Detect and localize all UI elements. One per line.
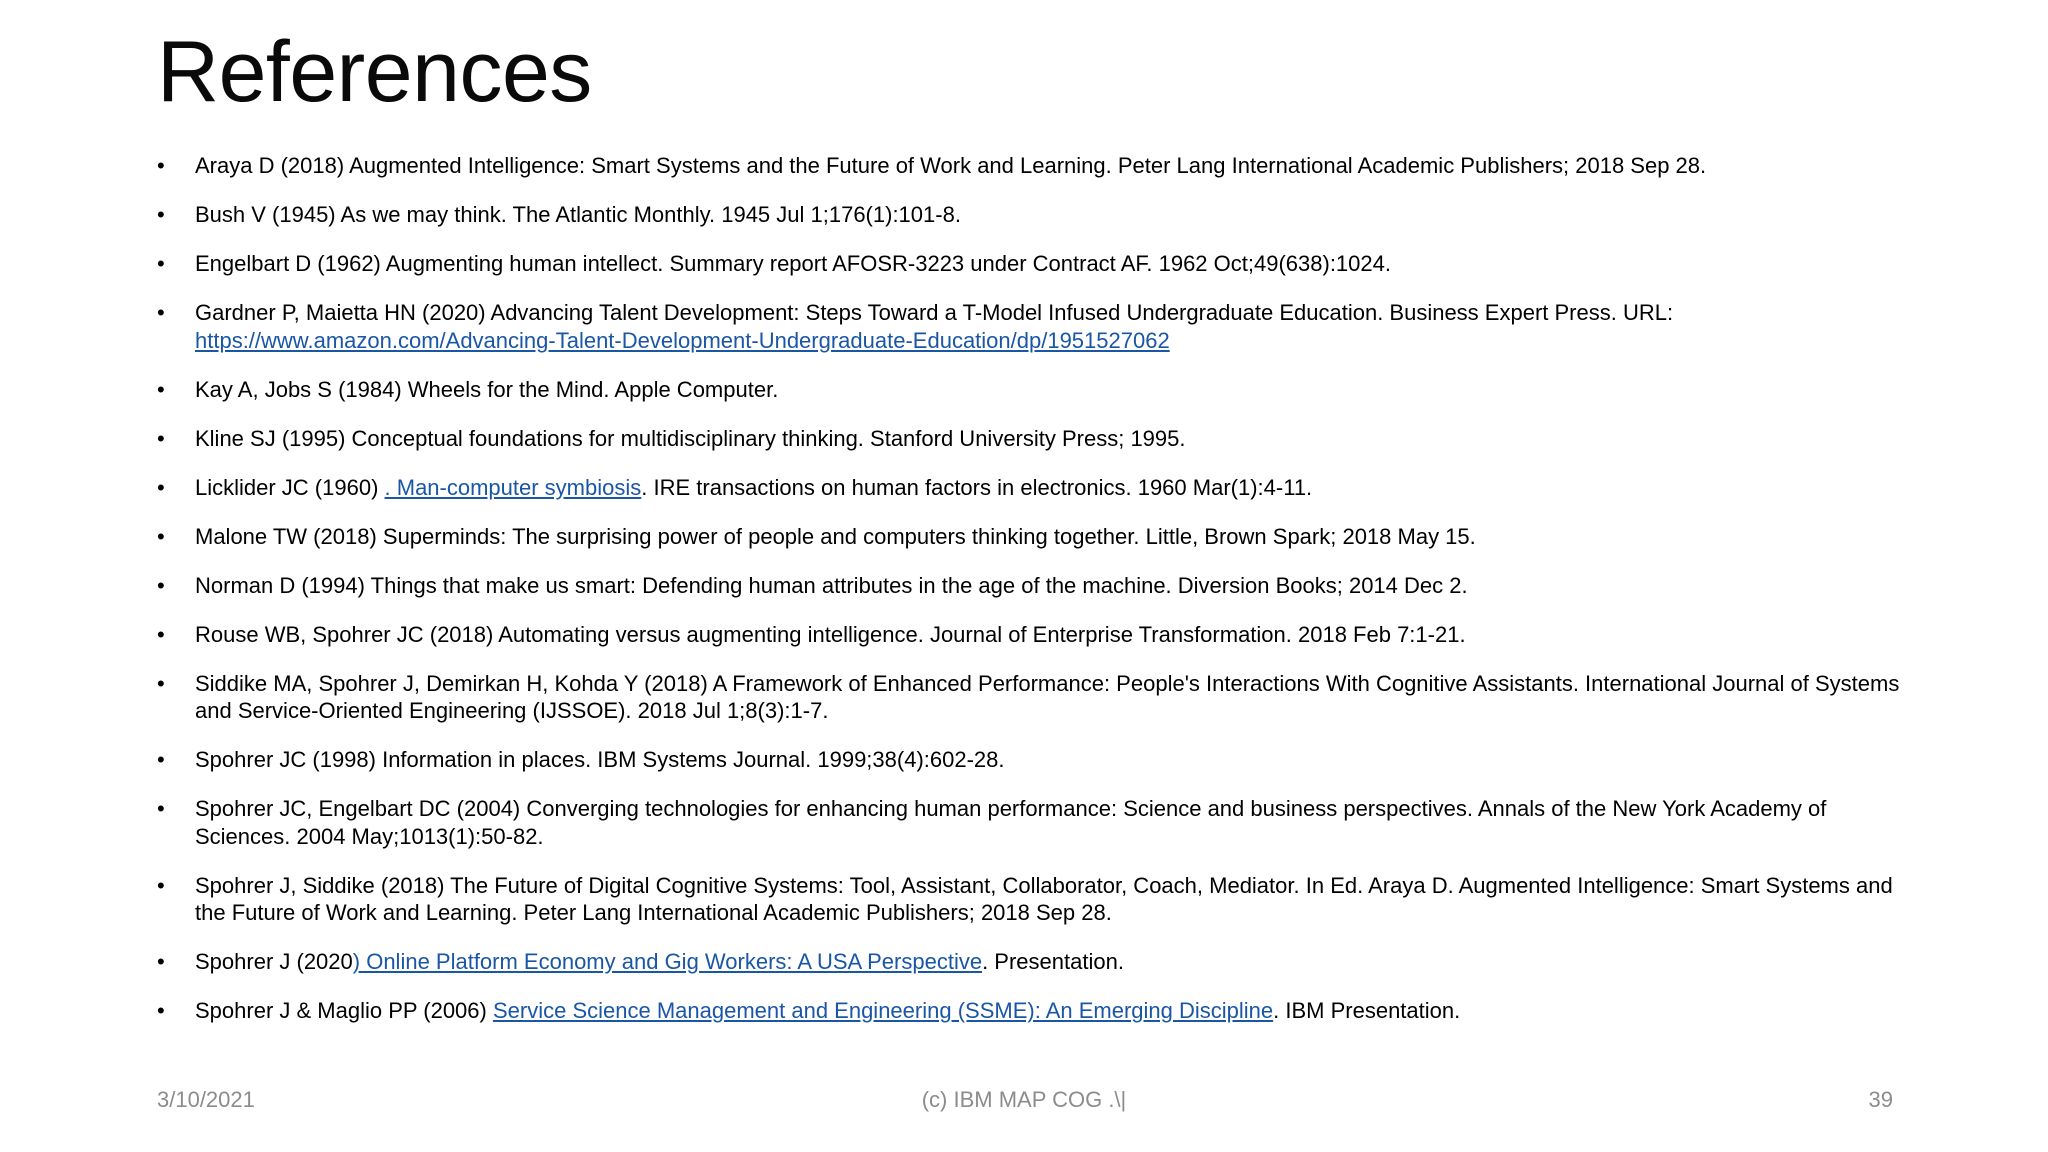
bullet-icon: • [157,251,165,276]
reference-text: Spohrer J & Maglio PP (2006) [195,998,493,1023]
bullet-icon: • [157,474,165,500]
reference-item [157,152,1902,180]
reference-text: Rouse WB, Spohrer JC (2018) Automating versus augmenting intelligence. Journal of Enterprise Transformation. 2018 Feb 7:1-21. [195,621,1466,647]
reference-link[interactable]: https://www.amazon.com/Advancing-Talent-Development-Undergraduate-Education/dp/1951527062 [195,327,1170,353]
reference-text: Spohrer J, Siddike (2018) The Future of Digital Cognitive Systems: Tool, Assistant, Collaborator, Coach, Mediator. In Ed. Araya D. Augmented Intelligence: Smart Systems and the Future of Work and Learning. Peter Lang International Academic Publishers; 2018 Sep 28. [195,872,1893,925]
reference-text: . IRE transactions on human factors in electronics. 1960 Mar(1):4-11. [641,474,1313,500]
reference-item [157,872,1902,927]
reference-text: Norman D (1994) Things that make us smart: Defending human attributes in the age of the machine. Diversion Books; 2014 Dec 2. [195,572,1468,598]
reference-text: Spohrer JC (1998) Information in places. IBM Systems Journal. 1999;38(4):602-28. [195,747,1005,772]
bullet-icon: • [157,153,165,178]
reference-item [157,621,1902,649]
reference-item [157,250,1902,278]
bullet-icon: • [157,376,165,402]
reference-text: Engelbart D (1962) Augmenting human intellect. Summary report AFOSR-3223 under Contract AF. 1962 Oct;49(638):1024. [195,251,1391,276]
bullet-icon: • [157,523,165,549]
reference-text: . Presentation. [982,949,1124,974]
reference-item [157,474,1902,502]
reference-text: Kay A, Jobs S (1984) Wheels for the Mind. Apple Computer. [195,376,779,402]
bullet-icon: • [157,747,165,772]
reference-item [157,795,1902,850]
bullet-icon: • [157,949,165,974]
reference-text: . IBM Presentation. [1273,998,1461,1023]
reference-text: Licklider JC (1960) [195,474,385,500]
footer-copyright: (c) IBM MAP COG .\| [921,1087,1127,1112]
reference-text: Malone TW (2018) Superminds: The surprising power of people and computers thinking together. Little, Brown Spark; 2018 May 15. [195,523,1476,549]
reference-text: Kline SJ (1995) Conceptual foundations for multidisciplinary thinking. Stanford University Press; 1995. [195,425,1186,451]
bullet-icon: • [157,572,165,598]
reference-item [157,299,1902,354]
slide-number: 39 [1868,1087,1893,1112]
reference-item [157,572,1902,600]
reference-item [157,746,1902,774]
bullet-icon: • [157,796,165,821]
reference-item [157,948,1902,976]
bullet-icon: • [157,872,165,898]
reference-text: Araya D (2018) Augmented Intelligence: Smart Systems and the Future of Work and Learning. Peter Lang International Academic Publishers; 2018 Sep 28. [195,153,1707,178]
reference-item [157,425,1902,453]
reference-item [157,670,1902,725]
reference-link[interactable]: . Man-computer symbiosis [384,474,642,500]
reference-text: Spohrer JC, Engelbart DC (2004) Converging technologies for enhancing human performance: Science and business perspectives. Annals of the New York Academy of Sciences. 2004 May;1013(1):50-82. [195,796,1827,849]
bullet-icon: • [157,670,165,696]
reference-text: Spohrer J (2020 [195,949,353,974]
footer-date: 3/10/2021 [157,1087,255,1112]
reference-item [157,376,1902,404]
bullet-icon: • [157,425,165,451]
reference-text: Bush V (1945) As we may think. The Atlantic Monthly. 1945 Jul 1;176(1):101-8. [195,202,961,227]
reference-link[interactable]: ) Online Platform Economy and Gig Workers: A USA Perspective [352,949,983,974]
reference-link[interactable]: Service Science Management and Engineering (SSME): An Emerging Discipline [492,998,1274,1023]
bullet-icon: • [157,621,165,647]
bullet-icon: • [157,300,165,325]
reference-text: Siddike MA, Spohrer J, Demirkan H, Kohda Y (2018) A Framework of Enhanced Performance: People's Interactions With Cognitive Assistants. International Journal of Systems and Service-Oriented Engineering (IJSSOE). 2018 Jul 1;8(3):1-7. [195,670,1900,723]
reference-item [157,523,1902,551]
bullet-icon: • [157,202,165,227]
reference-item [157,201,1902,229]
reference-item [157,997,1902,1025]
reference-text: Gardner P, Maietta HN (2020) Advancing Talent Development: Steps Toward a T-Model Infused Undergraduate Education. Business Expert Press. URL: [195,300,1674,325]
bullet-icon: • [157,998,165,1023]
slide-title: References [157,24,592,120]
references-list [157,152,1902,1046]
